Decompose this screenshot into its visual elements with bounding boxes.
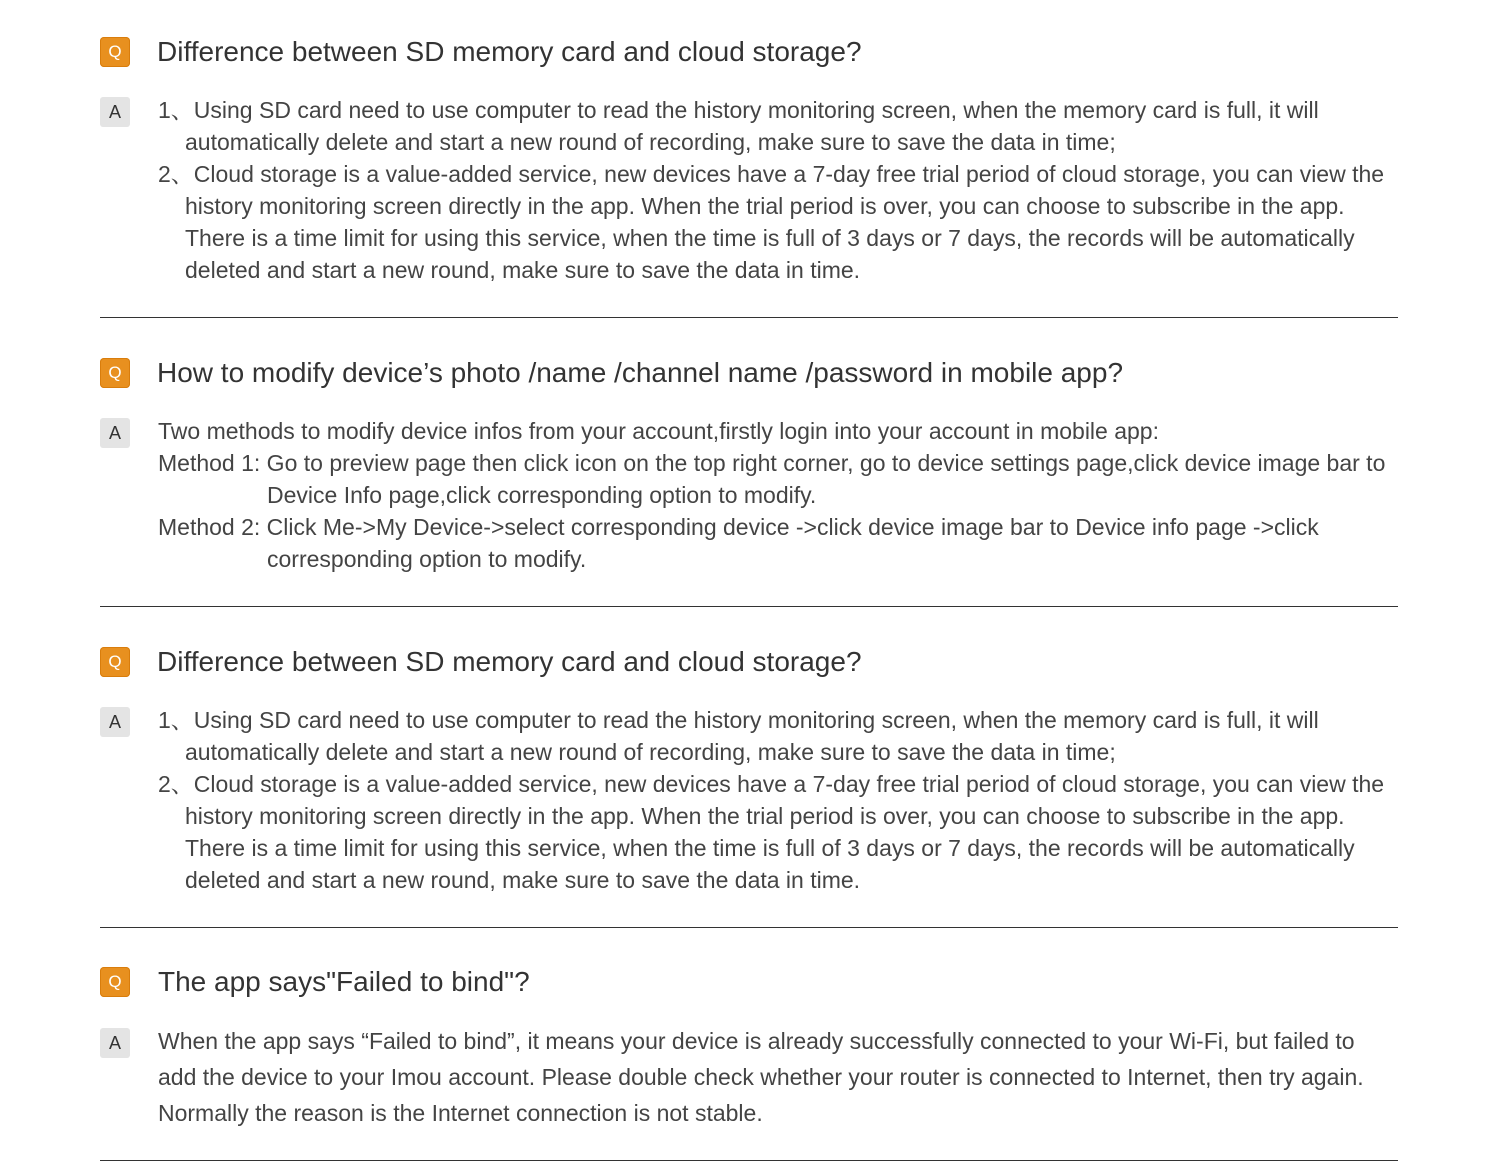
question-badge: Q xyxy=(100,967,130,997)
faq-question-row xyxy=(100,645,1398,685)
faq-question-row xyxy=(100,356,1398,396)
faq-answer xyxy=(158,415,1398,575)
divider xyxy=(100,606,1398,607)
faq-question: The app says"Failed to bind"? xyxy=(158,966,530,997)
answer-line: 1、Using SD card need to use computer to read the history monitoring screen, when the memory card is full, it will automatically delete and start a new round of recording, make sure to save the data in time; xyxy=(158,97,1319,155)
answer-badge: A xyxy=(100,418,130,448)
answer-intro: Two methods to modify device infos from your account,firstly login into your account in mobile app: xyxy=(158,418,1159,444)
divider xyxy=(100,1160,1398,1161)
answer-line: 2、Cloud storage is a value-added service, new devices have a 7-day free trial period of cloud storage, you can view the history monitoring screen directly in the app. When the trial period is over, you can choose to subscribe in the app. There is a time limit for using this service, when the time is full of 3 days or 7 days, the records will be automatically deleted and start a new round, make sure to save the data in time. xyxy=(158,161,1385,283)
answer-badge: A xyxy=(100,1028,130,1058)
question-badge: Q xyxy=(100,647,130,677)
faq-answer xyxy=(158,1023,1398,1131)
answer-line: Method 2: Click Me->My Device->select corresponding device ->click device image bar to Device info page ->click corresponding option to modify. xyxy=(158,514,1319,572)
divider xyxy=(100,317,1398,318)
answer-line: 1、Using SD card need to use computer to read the history monitoring screen, when the memory card is full, it will automatically delete and start a new round of recording, make sure to save the data in time; xyxy=(158,707,1319,765)
answer-line: Method 1: Go to preview page then click icon on the top right corner, go to device settings page,click device image bar to Device Info page,click corresponding option to modify. xyxy=(158,450,1386,508)
faq-question: How to modify device’s photo /name /channel name /password in mobile app? xyxy=(157,357,1124,388)
faq-answer xyxy=(158,94,1398,286)
answer-badge: A xyxy=(100,707,130,737)
faq-question: Difference between SD memory card and cloud storage? xyxy=(157,36,862,67)
question-badge: Q xyxy=(100,358,130,388)
question-badge: Q xyxy=(100,37,130,67)
faq-question-row xyxy=(100,965,1398,1005)
faq-question-row xyxy=(100,35,1398,75)
faq-answer xyxy=(158,704,1398,896)
answer-text: When the app says “Failed to bind”, it means your device is already successfully connected to your Wi-Fi, but failed to add the device to your Imou account. Please double check whether your router is connected to Internet, then try again. Normally the reason is the Internet connection is not stable. xyxy=(158,1028,1364,1126)
answer-line: 2、Cloud storage is a value-added service, new devices have a 7-day free trial period of cloud storage, you can view the history monitoring screen directly in the app. When the trial period is over, you can choose to subscribe in the app. There is a time limit for using this service, when the time is full of 3 days or 7 days, the records will be automatically deleted and start a new round, make sure to save the data in time. xyxy=(158,771,1385,893)
faq-question: Difference between SD memory card and cloud storage? xyxy=(157,646,862,677)
answer-badge: A xyxy=(100,97,130,127)
divider xyxy=(100,927,1398,928)
